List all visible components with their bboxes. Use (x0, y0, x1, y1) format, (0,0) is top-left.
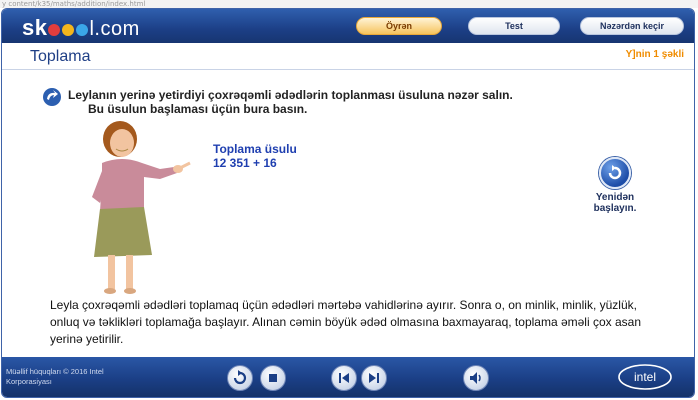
copyright (6, 367, 104, 387)
start-link[interactable]: Bu üsulun başlaması üçün bura basın. (88, 102, 308, 116)
description-text: Leyla çoxrəqəmli ədədləri toplamaq üçün ədədləri mərtəbə vahidlərinə ayırır. Sonra o, on minlik, minlik, yüzlük, onluq və təklikləri toplamağa başlayır. Alınan cəmin böyük ədəd olmasına baxmayaraq, toplama əməli çox asan yerinə yetirilir. (50, 298, 641, 346)
previous-button[interactable] (331, 365, 357, 391)
replay-icon (228, 366, 252, 390)
formula-title: Toplama üsulu (213, 142, 297, 156)
replay-button[interactable] (227, 365, 253, 391)
footer-bar (2, 357, 694, 397)
previous-icon (332, 366, 356, 390)
page-title: Toplama (30, 48, 91, 65)
slide-counter: Y]nin 1 şəkli (625, 49, 684, 60)
next-button[interactable] (361, 365, 387, 391)
intro-arrow-icon (42, 87, 62, 107)
audio-icon (464, 366, 488, 390)
header-bar (2, 9, 694, 43)
intro-text (68, 88, 513, 116)
skool-logo (22, 15, 140, 42)
formula-block (213, 142, 297, 170)
restart-icon[interactable] (599, 157, 631, 189)
learn-button[interactable]: Öyrən (356, 17, 442, 35)
test-button[interactable]: Test (468, 17, 560, 35)
intel-logo (617, 363, 673, 391)
copyright-line-1: Müəllif hüquqları © 2016 Intel (6, 367, 104, 376)
restart-label-1: Yenidən (595, 192, 635, 203)
restart-button[interactable] (585, 157, 645, 214)
lesson-frame (1, 8, 695, 398)
restart-label-2: başlayın. (593, 203, 637, 214)
review-button[interactable]: Nəzərdən keçir (580, 17, 684, 35)
stop-button[interactable] (260, 365, 286, 391)
leyla-character (82, 119, 212, 299)
logo-text-left: sk (22, 15, 48, 40)
next-icon (362, 366, 386, 390)
browser-url: y content/k35/maths/addition/index.html (0, 0, 698, 8)
title-bar (2, 43, 694, 70)
stop-icon (261, 366, 285, 390)
logo-text-right: l.com (89, 18, 140, 40)
logo-dots-icon (47, 16, 89, 42)
copyright-line-2: Korporasiyası (6, 377, 52, 386)
formula-expression: 12 351 + 16 (213, 156, 277, 170)
audio-button[interactable] (463, 365, 489, 391)
intel-logo-text: intel (633, 370, 657, 384)
intro-line-1: Leylanın yerinə yetirdiyi çoxrəqəmli ədədlərin toplanması üsuluna nəzər salın. (68, 88, 513, 102)
